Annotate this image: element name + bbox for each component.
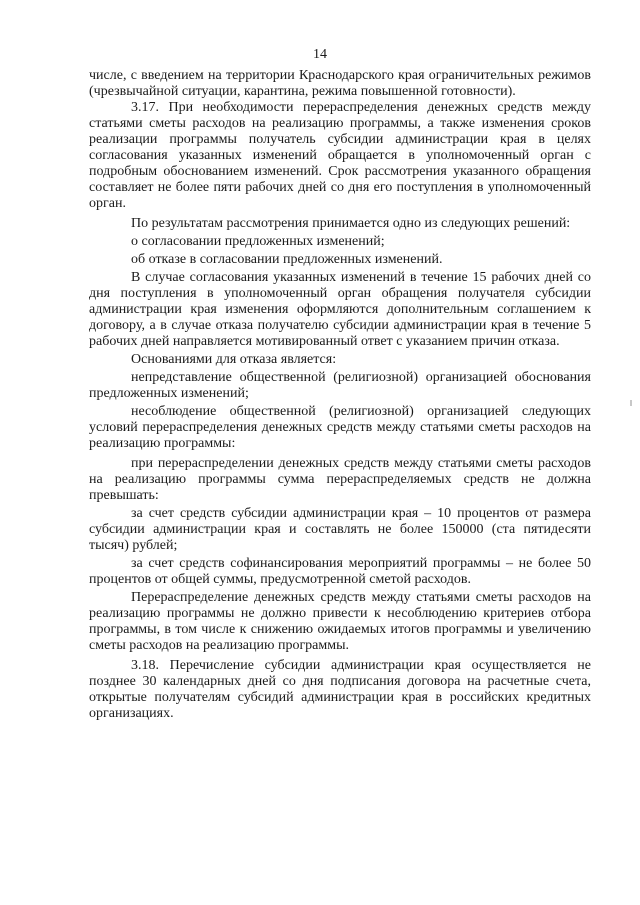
paragraph-refusal-grounds: Основаниями для отказа является:	[131, 352, 337, 367]
paragraph-continuation: числе, с введением на территории Краснодарского края ограничительных режимов (чрезвычайной ситуации, карантина, режима повышенной готовности).	[89, 68, 591, 99]
paragraph-redistribution-condition: Перераспределение денежных средств между статьями сметы расходов на реализацию программы не должно привести к несоблюдению критериев отбора программы, в том числе к снижению ожидаемых итогов программы и увеличению сметы расходов на реализацию программы.	[89, 590, 591, 653]
paragraph-ground-1: непредставление общественной (религиозной) организацией обоснования предложенных изменений;	[89, 370, 591, 401]
paragraph-decision-approve: о согласовании предложенных изменений;	[131, 234, 385, 249]
paragraph-3-17: 3.17. При необходимости перераспределения денежных средств между статьями сметы расходов на реализацию программы, а также изменения сроков реализации программы получатель субсидии администрации края в целях согласования указанных изменений обращается в уполномоченный орган с подробным обоснованием изменений. Срок рассмотрения указанного обращения составляет не более пяти рабочих дней со дня его поступления в уполномоченный орган.	[89, 100, 591, 211]
paragraph-decision-intro: По результатам рассмотрения принимается одно из следующих решений:	[131, 216, 571, 231]
paragraph-3-18: 3.18. Перечисление субсидии администрации края осуществляется не позднее 30 календарных дней со дня подписания договора на расчетные счета, открытые получателям субсидий администрации края в российских кредитных организациях.	[89, 658, 591, 721]
paragraph-decision-refuse: об отказе в согласовании предложенных изменений.	[131, 252, 443, 267]
paragraph-ground-2: несоблюдение общественной (религиозной) организацией следующих условий перераспределения денежных средств между статьями сметы расходов на реализацию программы:	[89, 404, 591, 451]
paragraph-limit-subsidy: за счет средств субсидии администрации края – 10 процентов от размера субсидии администрации края и составлять не более 150000 (ста пятидесяти тысяч) рублей;	[89, 506, 591, 553]
paragraph-approval-procedure: В случае согласования указанных изменений в течение 15 рабочих дней со дня поступления в уполномоченный орган обращения получателя субсидии администрации края изменения оформляются дополнительным соглашением к договору, а в случае отказа получателю субсидии администрации края в течение 5 рабочих дней направляется мотивированный ответ с указанием причин отказа.	[89, 270, 591, 349]
paragraph-limit-cofinancing: за счет средств софинансирования мероприятий программы – не более 50 процентов от общей суммы, предусмотренной сметой расходов.	[89, 556, 591, 587]
scan-artifact	[630, 400, 632, 406]
page-number: 14	[313, 47, 327, 62]
document-body	[89, 68, 591, 722]
paragraph-limit-intro: при перераспределении денежных средств между статьями сметы расходов на реализацию программы сумма перераспределяемых средств не должна превышать:	[89, 456, 591, 503]
